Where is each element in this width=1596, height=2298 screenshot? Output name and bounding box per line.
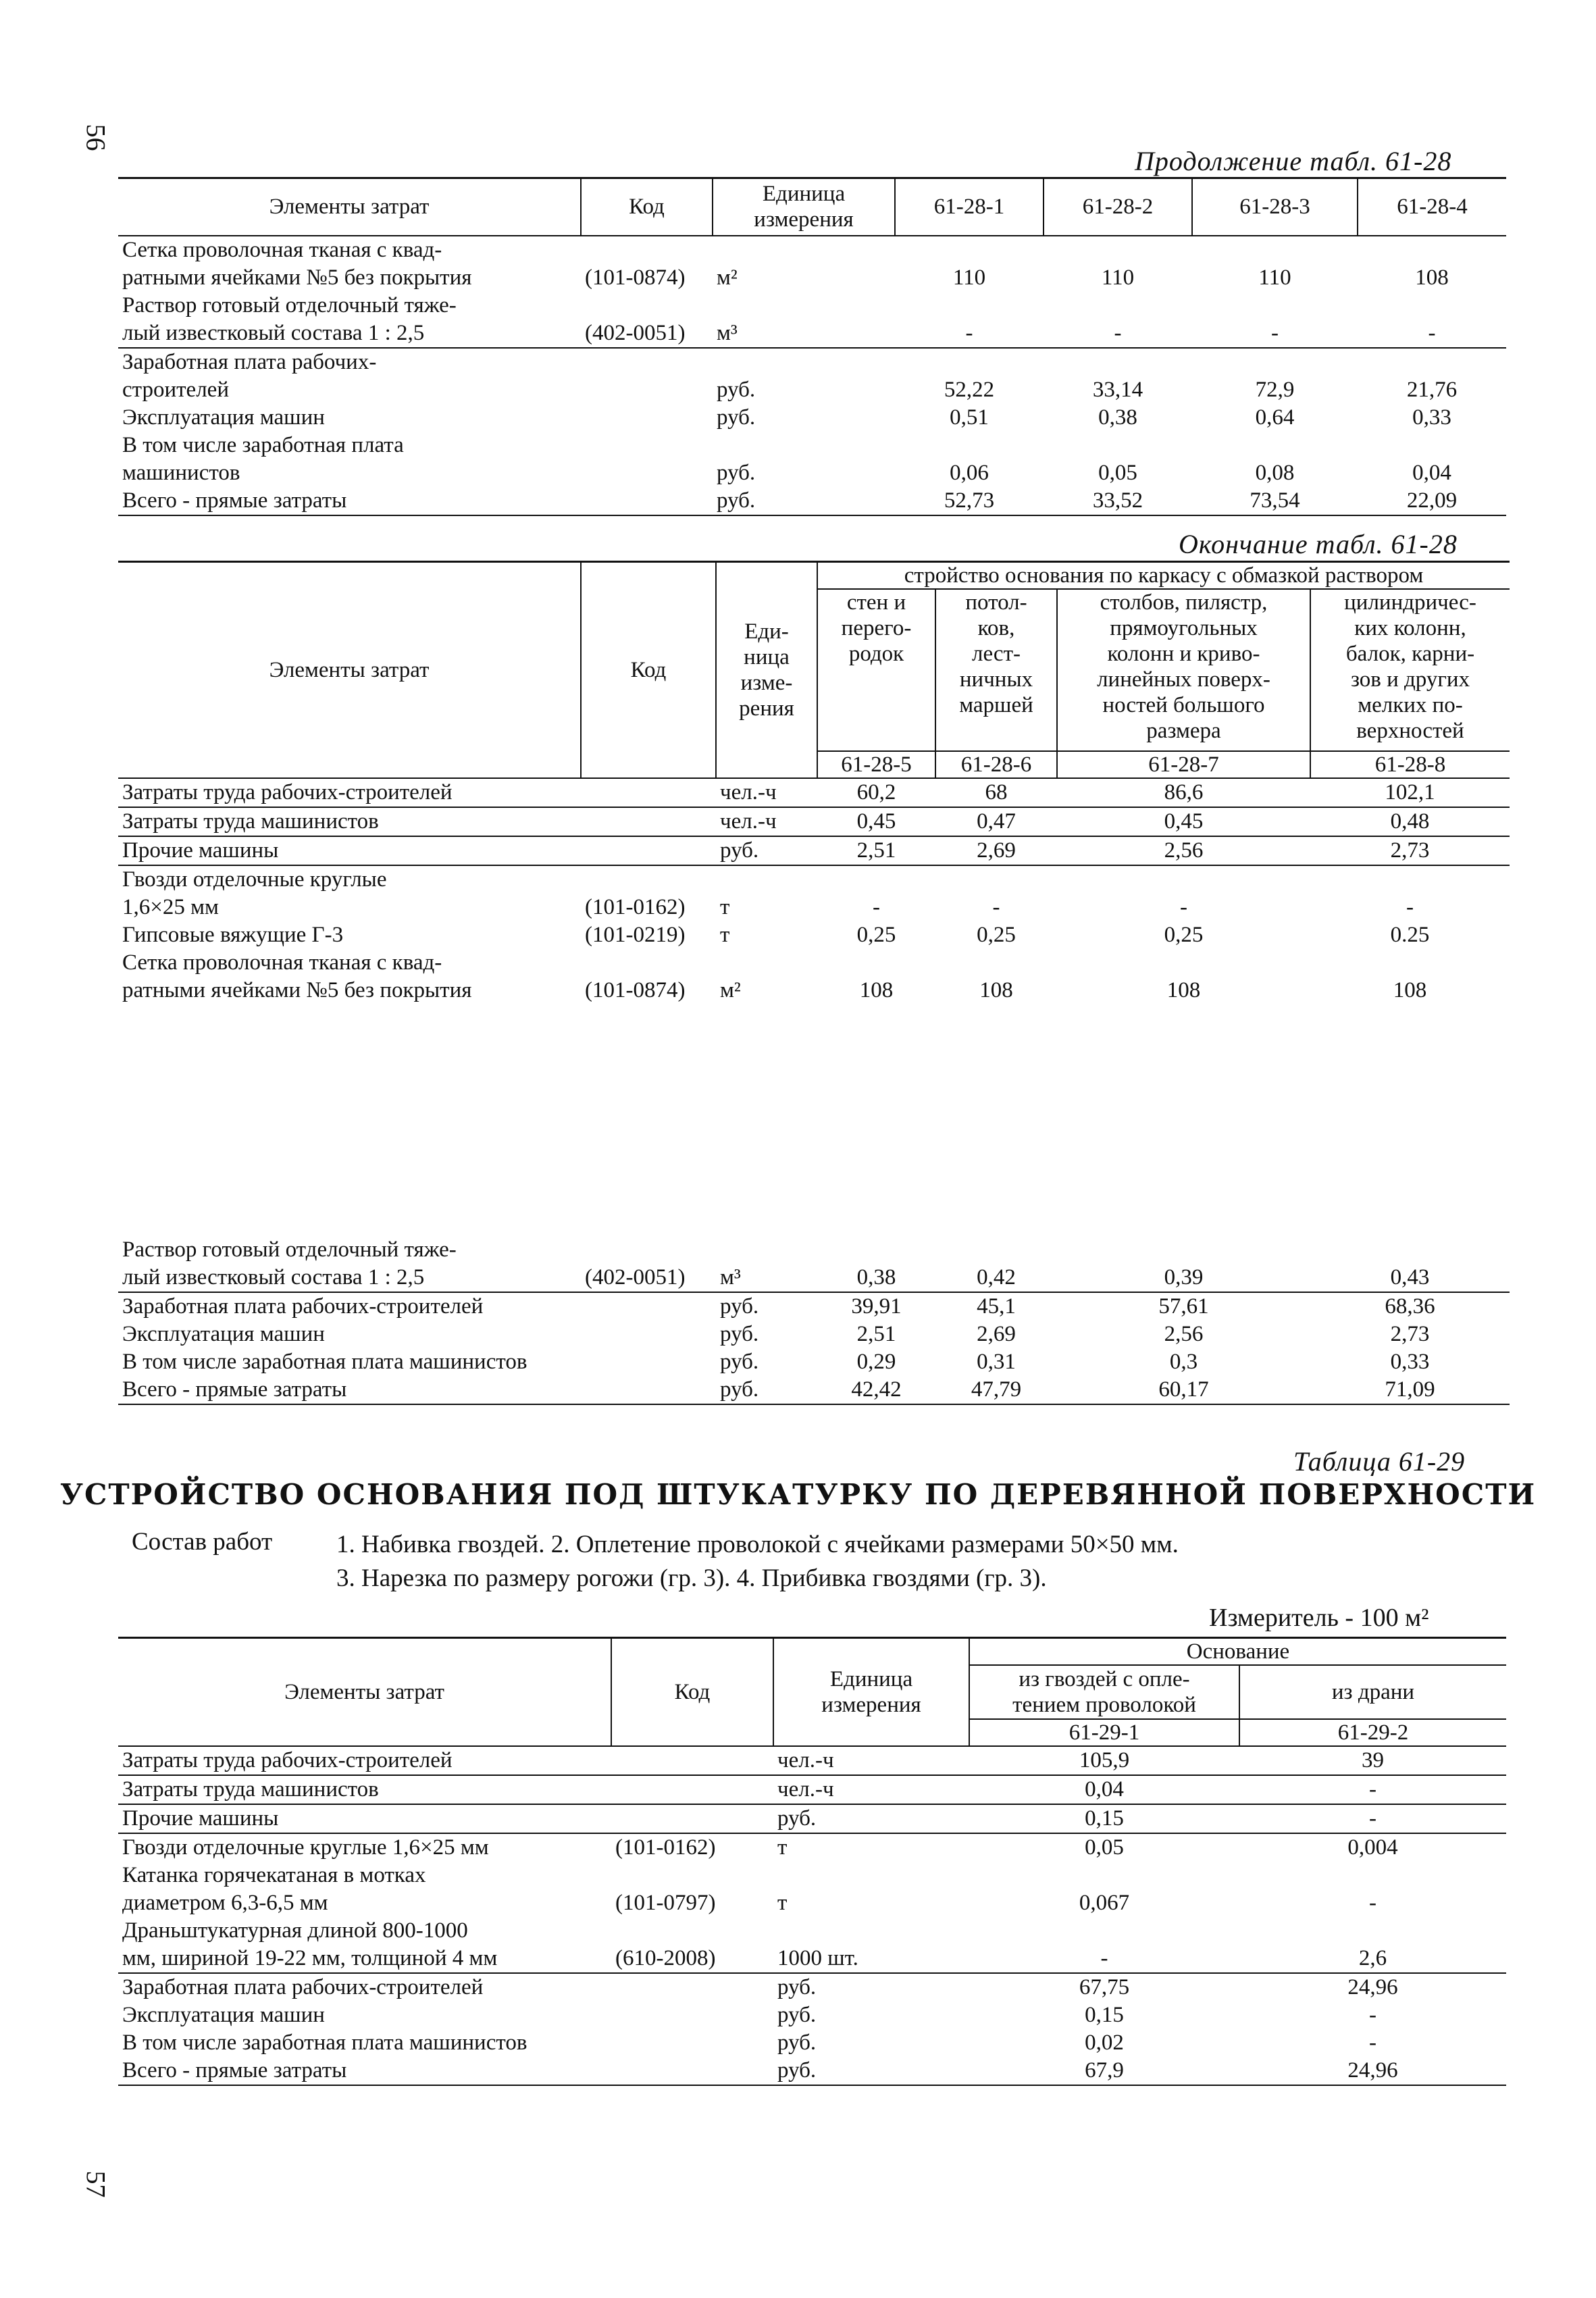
row-unit: руб. [713,487,895,515]
row-unit: руб. [716,1376,817,1404]
table3-label: Таблица 61-29 [1293,1446,1466,1477]
row-name: Всего - прямые затраты [118,487,581,515]
row-unit: 1000 шт. [773,1917,969,1973]
row-value: 2,56 [1164,1322,1204,1346]
page-number-top: 56 [80,124,111,151]
row-value: 0,33 [1390,1350,1430,1374]
row-value: 21,76 [1406,377,1458,402]
row-code [581,836,716,865]
row-value: 60,17 [1057,1376,1310,1404]
row-unit: чел.-ч [773,1775,969,1804]
row-value: 68 [935,778,1057,807]
t2-code-2: 61-28-6 [935,751,1057,778]
row-unit: чел.-ч [716,778,817,807]
composition-line-2: 3. Нарезка по размеру рогожи (гр. 3). 4. Прибивка гвоздями (гр. 3). [336,1564,1047,1592]
row-value: 73,54 [1192,487,1358,515]
t2-sub-header-2: потол- ков, лест- ничных маршей [935,589,1057,751]
row-unit: руб. [720,1294,759,1319]
row-value: 0,15 [1085,2003,1124,2027]
row-value: 0,39 [1057,1236,1310,1292]
row-value: 0,08 [1255,460,1295,485]
composition-line-1: 1. Набивка гвоздей. 2. Оплетение проволокой с ячейками размерами 50×50 мм. [336,1531,1179,1558]
row-value: - [1239,1775,1506,1804]
table-row [118,1862,1506,1917]
row-value: 67,75 [1079,1975,1130,1999]
row-code: (101-0219) [585,923,686,947]
table-row [118,778,1510,807]
table-row [118,236,1506,292]
row-unit: чел.-ч [716,807,817,836]
row-name: Прочие машины [118,1804,611,1833]
row-value: 0,48 [1310,807,1510,836]
row-value: 0,45 [1057,807,1310,836]
t2-sub-header-3: столбов, пилястр, прямоугольных колонн и криво- линейных поверх- ностей большого размера [1057,589,1310,751]
row-value: 22,09 [1358,487,1506,515]
row-value: 2,73 [1390,1322,1430,1346]
row-name: Раствор готовый отделочный тяже- лый известковый состава 1 : 2,5 [118,292,581,348]
row-code [581,348,713,404]
row-value: - [1192,292,1358,348]
row-value: 108 [1393,978,1427,1002]
row-value: 0,43 [1310,1236,1510,1292]
table-row [118,1292,1510,1321]
table-row [118,2057,1506,2085]
table2 [118,561,1510,1004]
row-value: 0,06 [950,460,989,485]
row-value: 0,38 [1098,405,1137,430]
row-value: 68,36 [1385,1294,1435,1319]
row-value: 2,69 [977,1322,1016,1346]
t2-code-3: 61-28-7 [1057,751,1310,778]
table-row [118,1833,1506,1862]
row-unit: руб. [777,2031,817,2055]
row-name: Сетка проволочная тканая с квад- ратными ячейками №5 без покрытия [122,237,472,290]
table-row [118,348,1506,404]
row-value: 45,1 [977,1294,1016,1319]
table3 [118,1637,1506,2086]
row-value: - [1369,2003,1376,2027]
t1-header-elements: Элементы затрат [118,178,581,236]
row-name: Затраты труда рабочих-строителей [118,1746,611,1775]
row-name: В том числе заработная плата машинистов [122,432,404,485]
row-code: (402-0051) [581,292,713,348]
row-value: 2,73 [1310,836,1510,865]
table1-caption: Продолжение табл. 61-28 [1135,146,1452,176]
row-code: (101-0162) [615,1835,716,1860]
row-name: В том числе заработная плата машинистов [122,2031,527,2055]
t2-sub-header-1: стен и перего- родок [817,589,935,751]
row-value: 0,31 [977,1350,1016,1374]
row-value: - [895,292,1044,348]
row-unit: чел.-ч [773,1746,969,1775]
t2-header-elements: Элементы затрат [118,562,581,779]
table-row [118,404,1506,432]
row-value: 105,9 [969,1746,1239,1775]
row-value: 0,25 [856,923,896,947]
row-value: 0,64 [1255,405,1295,430]
composition-label: Состав работ [132,1528,273,1556]
row-value: - [969,1917,1239,1973]
row-value: 108 [859,978,894,1002]
row-value: 0,29 [856,1350,896,1374]
page-number-bottom: 57 [80,2170,111,2198]
row-value: 0,02 [1085,2031,1124,2055]
table-row [118,487,1506,515]
row-value: 86,6 [1057,778,1310,807]
t2-code-4: 61-28-8 [1310,751,1510,778]
table-row [118,1376,1510,1404]
row-value: 2,51 [817,836,935,865]
table-row [118,1917,1506,1973]
table-row [118,1973,1506,2001]
t2-header-code: Код [581,562,716,779]
table1 [118,177,1506,516]
t3-group-header: Основание [969,1638,1506,1666]
row-code [581,1348,716,1376]
row-name: Гипсовые вяжущие Г-3 [122,923,344,947]
row-name: В том числе заработная плата машинистов [122,1350,527,1374]
row-code: (101-0874) [585,978,686,1002]
row-code [611,1746,773,1775]
row-name: Затраты труда рабочих-строителей [118,778,581,807]
row-code [611,2029,773,2057]
row-code: (402-0051) [581,1236,716,1292]
row-unit: руб. [773,2057,969,2085]
row-value: 0,25 [1164,923,1204,947]
t2-sub-header-4: цилиндричес- ких колонн, балок, карни- зов и других мелких по- верхностей [1310,589,1510,751]
row-value: - [992,895,1000,919]
row-value: 24,96 [1347,1975,1398,1999]
row-unit: м² [717,265,738,290]
t3-sub-header-2: из драни [1239,1665,1506,1719]
row-code [611,1973,773,2001]
row-unit: руб. [720,1322,759,1346]
row-unit: т [720,895,730,919]
row-value: 47,79 [935,1376,1057,1404]
row-unit: руб. [720,1350,759,1374]
table3-title: УСТРОЙСТВО ОСНОВАНИЯ ПОД ШТУКАТУРКУ ПО ДЕРЕВЯННОЙ ПОВЕРХНОСТИ [59,1478,1537,1511]
row-value: 0,05 [1098,460,1137,485]
row-value: 0,42 [935,1236,1057,1292]
row-value: 110 [1258,265,1291,290]
t2-group-header: стройство основания по каркасу с обмазкой раствором [817,562,1510,590]
row-unit: руб. [717,377,756,402]
t2-header-unit: Еди- ница изме- рения [716,562,817,779]
row-code [581,432,713,487]
table-row [118,1746,1506,1775]
row-name: Затраты труда машинистов [118,807,581,836]
row-value: - [1044,292,1192,348]
row-name: Сетка проволочная тканая с квад- ратными ячейками №5 без покрытия [122,950,472,1002]
table-row [118,836,1510,865]
row-value: 0,33 [1412,405,1451,430]
table-row [118,1236,1510,1292]
t3-header-code: Код [611,1638,773,1747]
table-row [118,949,1510,1004]
row-value: 0,25 [977,923,1016,947]
table3-body [118,1746,1506,2085]
row-unit: руб. [717,460,756,485]
t2-code-1: 61-28-5 [817,751,935,778]
t1-header-col4: 61-28-4 [1358,178,1506,236]
row-value: 39,91 [851,1294,902,1319]
row-name: Гвозди отделочные круглые 1,6×25 мм [122,867,387,919]
row-value: 102,1 [1310,778,1510,807]
row-value: 52,22 [944,377,995,402]
row-code: (101-0162) [585,895,686,919]
row-unit: руб. [777,1975,817,1999]
table2-caption: Окончание табл. 61-28 [1179,529,1458,559]
row-value: 0,45 [817,807,935,836]
t1-header-code: Код [581,178,713,236]
table2-continued [118,1236,1510,1405]
row-name: Драньштукатурная длиной 800-1000 мм, шириной 19-22 мм, толщиной 4 мм [118,1917,611,1973]
row-unit: руб. [716,836,817,865]
row-unit: руб. [777,2003,817,2027]
t1-header-unit: Единица измерения [713,178,895,236]
table-row [118,1321,1510,1348]
row-value: - [1180,895,1187,919]
table-row [118,807,1510,836]
t3-header-unit: Единица измерения [773,1638,969,1747]
row-value: 110 [952,265,986,290]
row-value: 0,04 [1412,460,1451,485]
row-value: 52,73 [895,487,1044,515]
row-code [611,2001,773,2029]
row-name: Эксплуатация машин [122,405,325,430]
t3-header-elements: Элементы затрат [118,1638,611,1747]
row-value: 2,6 [1239,1917,1506,1973]
table-row [118,2029,1506,2057]
row-value: 24,96 [1239,2057,1506,2085]
row-name: Эксплуатация машин [122,1322,325,1346]
table-row [118,1775,1506,1804]
row-value: 0,15 [969,1804,1239,1833]
row-value: 108 [1166,978,1201,1002]
row-unit: м³ [713,292,895,348]
row-code [581,404,713,432]
row-value: 39 [1239,1746,1506,1775]
table-row [118,865,1510,921]
t3-code-2: 61-29-2 [1239,1719,1506,1746]
measure-unit: Измеритель - 100 м² [1209,1604,1429,1632]
row-value: 0,067 [1079,1891,1130,1915]
row-value: 0,05 [1085,1835,1124,1860]
row-value: - [1239,1804,1506,1833]
t1-header-col3: 61-28-3 [1192,178,1358,236]
row-value: 33,52 [1044,487,1192,515]
row-code: (101-0874) [585,265,686,290]
row-code [581,807,716,836]
row-name: Гвозди отделочные круглые 1,6×25 мм [122,1835,489,1860]
row-value: 72,9 [1255,377,1295,402]
row-value: 67,9 [969,2057,1239,2085]
row-code [581,1376,716,1404]
row-value: 0,004 [1347,1835,1398,1860]
row-name: Заработная плата рабочих-строителей [122,1975,484,1999]
row-name: Заработная плата рабочих- строителей [122,349,377,402]
row-unit: руб. [773,1804,969,1833]
row-unit: т [777,1891,788,1915]
row-value: 2,69 [935,836,1057,865]
row-value: 108 [979,978,1013,1002]
row-value: 0,3 [1169,1350,1198,1374]
row-name: Всего - прямые затраты [118,2057,611,2085]
row-unit: м² [720,978,741,1002]
row-value: 42,42 [817,1376,935,1404]
row-value: - [1369,2031,1376,2055]
row-name: Катанка горячекатаная в мотках диаметром 6,3-6,5 мм [122,1863,426,1915]
row-value: - [1358,292,1506,348]
t1-header-col2: 61-28-2 [1044,178,1192,236]
row-unit: м³ [716,1236,817,1292]
t1-header-col1: 61-28-1 [895,178,1044,236]
row-value: 0.25 [1390,923,1430,947]
row-value: 108 [1415,265,1449,290]
row-name: Заработная плата рабочих-строителей [122,1294,484,1319]
row-value: - [1369,1891,1376,1915]
row-value: 0,47 [935,807,1057,836]
row-code: (610-2008) [611,1917,773,1973]
row-code [581,778,716,807]
row-name: Эксплуатация машин [122,2003,325,2027]
row-unit: т [720,923,730,947]
table1-body [118,236,1506,515]
row-name: Затраты труда машинистов [118,1775,611,1804]
row-value: 110 [1101,265,1135,290]
table2-body-bottom [118,1236,1510,1404]
row-value: - [1406,895,1414,919]
table-row [118,1804,1506,1833]
t3-code-1: 61-29-1 [969,1719,1239,1746]
row-value: 0,51 [950,405,989,430]
row-code [581,1292,716,1321]
row-value: 2,51 [856,1322,896,1346]
row-code [581,1321,716,1348]
row-code [611,1804,773,1833]
row-code: (101-0797) [615,1891,716,1915]
row-code [611,1775,773,1804]
row-code [581,487,713,515]
row-name: Раствор готовый отделочный тяже- лый известковый состава 1 : 2,5 [118,1236,581,1292]
row-unit: руб. [717,405,756,430]
row-value: - [873,895,880,919]
row-name: Всего - прямые затраты [118,1376,581,1404]
row-value: 0,04 [969,1775,1239,1804]
table-row [118,432,1506,487]
table-row [118,292,1506,348]
table-row [118,1348,1510,1376]
row-name: Прочие машины [118,836,581,865]
row-value: 33,14 [1092,377,1143,402]
row-unit: т [777,1835,788,1860]
table-row [118,2001,1506,2029]
row-value: 2,56 [1057,836,1310,865]
table2-body-top [118,778,1510,1004]
row-value: 60,2 [817,778,935,807]
row-value: 0,38 [817,1236,935,1292]
row-value: 71,09 [1310,1376,1510,1404]
row-code [611,2057,773,2085]
t3-sub-header-1: из гвоздей с опле- тением проволокой [969,1665,1239,1719]
table-row [118,921,1510,949]
row-value: 57,61 [1158,1294,1209,1319]
